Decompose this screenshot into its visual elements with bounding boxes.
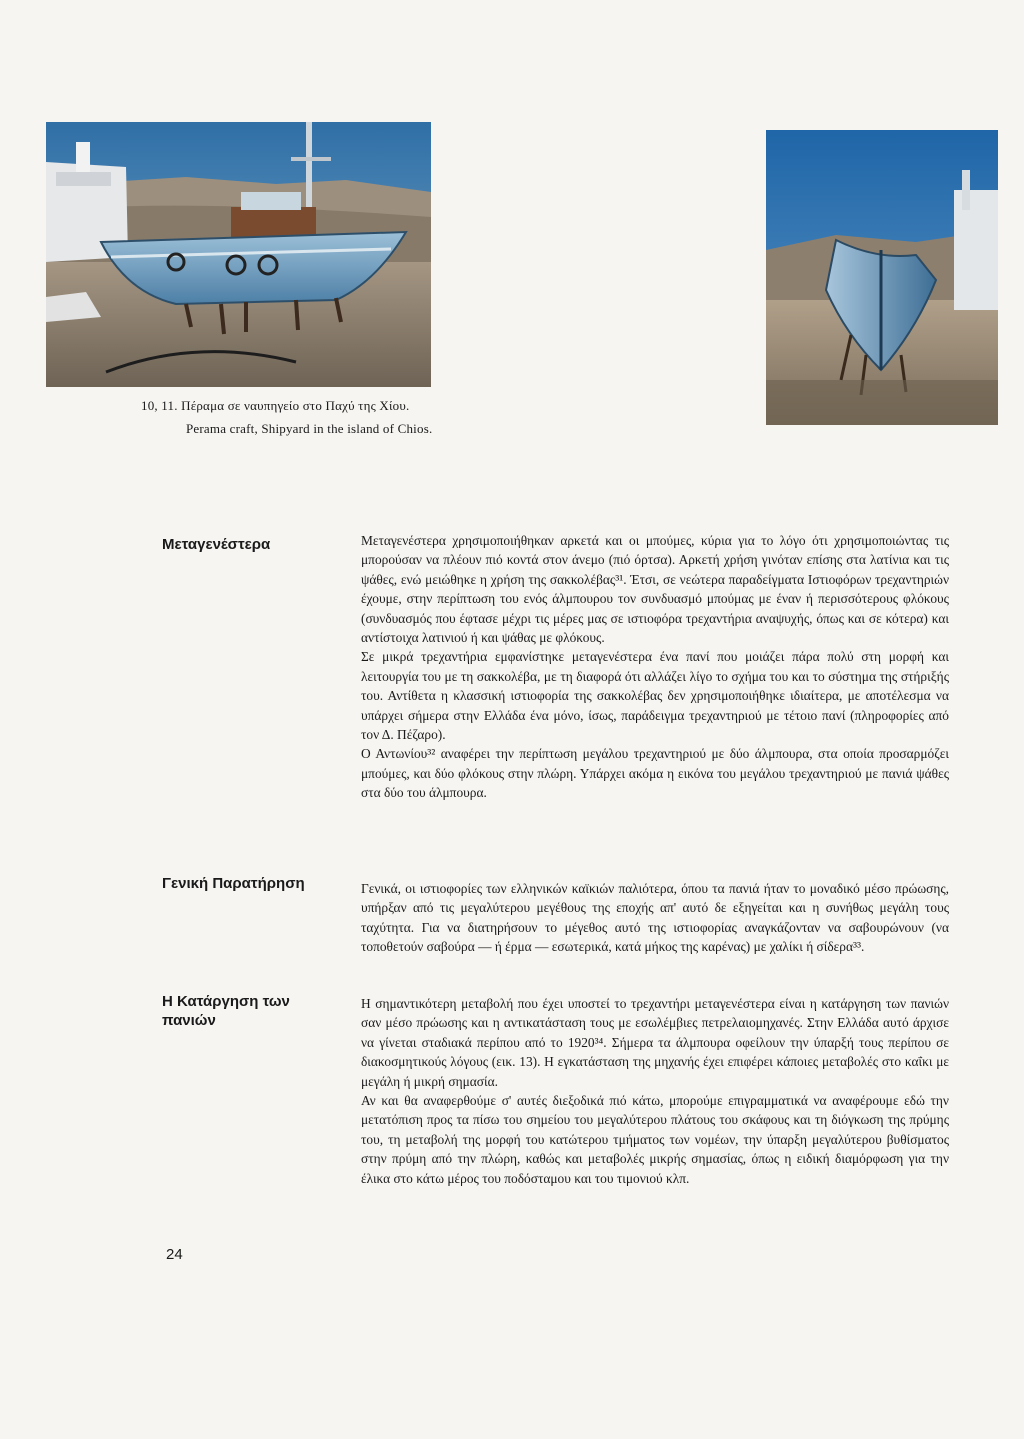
boat-photo-right xyxy=(766,130,998,425)
paragraph: Μεταγενέστερα χρησιμοποιήθηκαν αρκετά και οι μπούμες, κύρια για το λόγο ότι χρησιμοποιώντας τις μπορούσαν να πλέουν πιό κοντά στον άνεμο (πιό όρτσα). Αρκετή χρήση γινόταν επίσης στα λατίνια και τις ψάθες, ενώ μειώθηκε η χρήση της σακκολέβας³¹. Έτσι, σε νεώτερα παραδείγματα Ιστιοφόρων τρεχαντηριών έχουμε, στην περίπτωση του ενός άλμπουρου τον συνδυασμό μπούμας με έναν ή περισσότερους φλόκους (συνδυασμός που έφτασε μέχρι τις μέρες μας σε ιστιοφόρα τρεχαντήρια αναψυχής, όπως και σε κότερα) και αντίστοιχα λατινιού ή και ψάθας με φλόκους. xyxy=(361,533,949,646)
section-body-abolition xyxy=(361,994,949,1188)
section-body-general xyxy=(361,879,949,957)
section-heading-general: Γενική Παρατήρηση xyxy=(162,875,305,892)
section-heading-abolition: Η Κατάργηση των πανιών xyxy=(162,993,290,1029)
section-body-later xyxy=(361,531,949,803)
paragraph: Η σημαντικότερη μεταβολή που έχει υποστεί το τρεχαντήρι μεταγενέστερα είναι η κατάργηση των πανιών σαν μέσο πρώωσης και η αντικατάσταση τους με εσωλέμβιες πετρελαιομηχανές. Στην Ελλάδα αυτό άρχισε να γίνεται σταδιακά περίπου από το 1920³⁴. Σήμερα τα άλμπουρα οφείλουν την ύπαρξή τους περίπου σε διακοσμητικούς λόγους (εικ. 13). Η εγκατάσταση της μηχανής έχει επιφέρει κάποιες μεταβολές στο καΐκι με μεγάλη ή μικρή σημασία. xyxy=(361,996,949,1089)
section-heading-later: Μεταγενέστερα xyxy=(162,536,271,553)
figure-caption-english: Perama craft, Shipyard in the island of Chios. xyxy=(186,421,433,436)
paragraph: Γενικά, οι ιστιοφορίες των ελληνικών καϊκιών παλιότερα, όπου τα πανιά ήταν το μοναδικό μέσο πρώωσης, υπήρξαν από τις μεγαλύτερου μεγέθους της εποχής απ' αυτό δε εξηγείται και η συνήθως μεγάλη τους ταχύτητα. Για να διατηρήσουν το μέγεθος αυτό της ιστιοφορίας αναγκάζονταν να σαβουρώνουν (να τοποθετούν σαβούρα — ή έρμα — εσωτερικά, κατά μήκος της καρένας) με χαλίκι ή σίδερα³³. xyxy=(361,881,949,955)
page-number: 24 xyxy=(166,1246,183,1263)
paragraph: Σε μικρά τρεχαντήρια εμφανίστηκε μεταγενέστερα ένα πανί που μοιάζει πάρα πολύ στη μορφή και λειτουργία του με τη σακκολέβα, με τη διαφορά ότι αλλάζει λίγο το σχήμα του και το σύστημα της στήριξής του. Αντίθετα η κλασσική ιστιοφορία της σακκολέβας δεν χρησιμοποιήθηκε ιδιαίτερα, με αποτέλεσμα να υπάρχει σήμερα στην Ελλάδα ένα μόνο, ίσως, παράδειγμα τρεχαντηριού με τέτοιο πανί (πληροφορίες από τον Δ. Πέζαρο). xyxy=(361,649,949,743)
boat-photo-left xyxy=(46,122,431,387)
figure-caption-greek: 10, 11. Πέραμα σε ναυπηγείο στο Παχύ της Χίου. xyxy=(141,398,410,413)
paragraph: Ο Αντωνίου³² αναφέρει την περίπτωση μεγάλου τρεχαντηριού με δύο άλμπουρα, στα οποία προσαρμόζει μπούμες, και δύο φλόκους στην πλώρη. Υπάρχει ακόμα η εικόνα του μεγάλου τρεχαντηριού με πανιά ψάθες στα δύο του άλμπουρα. xyxy=(361,746,949,801)
paragraph: Αν και θα αναφερθούμε σ' αυτές διεξοδικά πιό κάτω, μπορούμε επιγραμματικά να αναφέρουμε εδώ την μετατόπιση προς τα πίσω του σημείου του μεγαλύτερου πλάτους του σκάφους και τη διόγκωση της πρύμης του, τη μεταβολή της μορφή του κατώτερου τμήματος των νομέων, την ύπαρξη μεγαλύτερου βυθίσματος στην πρύμη από την πλώρη, καθώς και μεταβολές μικρής σημασίας, όπως η ειδική διαμόρφωση για την έλικα στο κάτω μέρος του ποδόσταμου και του τιμονιού κλπ. xyxy=(361,1093,949,1186)
